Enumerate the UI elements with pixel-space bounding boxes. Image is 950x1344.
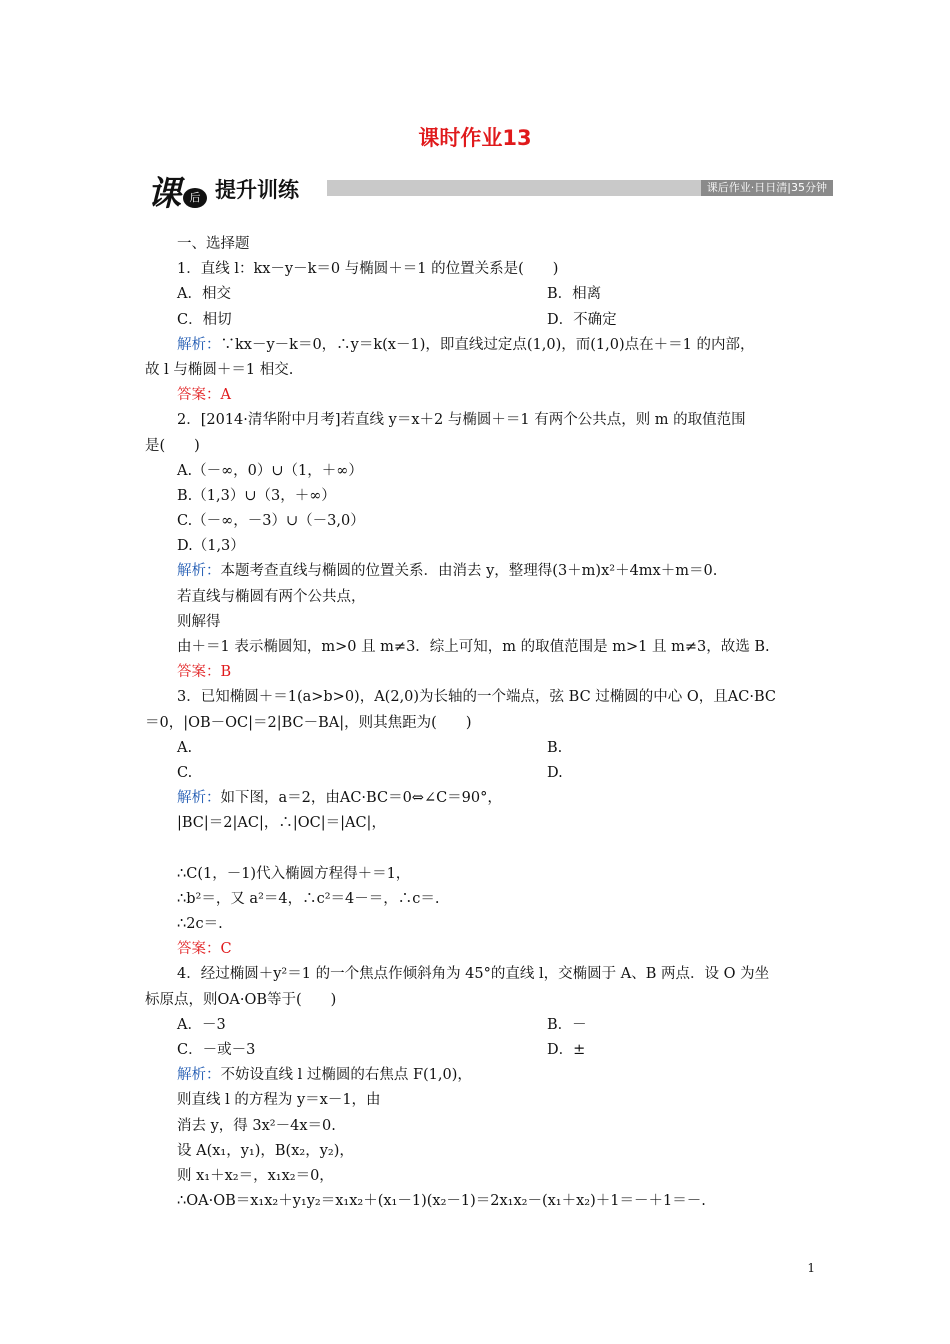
section-banner xyxy=(145,168,835,212)
q4-option-d: D．± xyxy=(547,1042,586,1058)
q1-option-b: B．相离 xyxy=(547,286,602,303)
q3-stem-line2: ＝0，|OB－OC|＝2|BC－BA|，则其焦距为( ) xyxy=(145,714,472,731)
q4-solution-line2: 则直线 l 的方程为 y＝x－1，由 xyxy=(177,1092,381,1109)
q2-solution-line3: 则解得 xyxy=(177,613,221,630)
q1-answer: 答案：A xyxy=(177,387,231,404)
q4-options-row2 xyxy=(145,1038,835,1063)
banner-logo-badge: 后 xyxy=(183,188,207,208)
q3-options-row1 xyxy=(145,736,835,761)
q3-solution-line5: ∴2c＝. xyxy=(177,916,223,933)
q4-option-b: B．－ xyxy=(547,1016,587,1033)
q4-solution-text: 不妨设直线 l 过椭圆的右焦点 F(1,0)， xyxy=(220,1067,472,1084)
q3-solution-line3: ∴C(1，－1)代入椭圆方程得＋＝1， xyxy=(177,865,411,882)
q3-figure-gap xyxy=(145,837,835,862)
banner-bar xyxy=(327,180,833,196)
q1-option-d: D．不确定 xyxy=(547,311,617,328)
page-number: 1 xyxy=(807,1261,815,1275)
q3-solution-label: 解析： xyxy=(177,790,221,807)
banner-tagline: 课后作业·日日清|35分钟 xyxy=(701,180,833,196)
q3-option-a: A. xyxy=(177,739,193,756)
q2-solution-label: 解析： xyxy=(177,563,221,580)
page-title: 课时作业13 xyxy=(418,126,532,150)
q4-option-c: C．－或－3 xyxy=(177,1042,256,1058)
q4-options-row1 xyxy=(145,1013,835,1038)
q2-solution-text: 本题考查直线与椭圆的位置关系．由消去 y，整理得(3＋m)x²＋4mx＋m＝0. xyxy=(220,563,718,580)
q2-stem-line1: 2．[2014·清华附中月考]若直线 y＝x＋2 与椭圆＋＝1 有两个公共点，则 m 的取值范围 xyxy=(177,412,746,429)
q3-option-c: C. xyxy=(177,764,193,781)
q4-solution-line4: 设 A(x₁，y₁)，B(x₂，y₂)， xyxy=(177,1142,354,1159)
q2-option-a: A.（－∞，0）∪（1，＋∞） xyxy=(177,462,363,479)
q4-solution-line5: 则 x₁＋x₂＝，x₁x₂＝0， xyxy=(177,1167,334,1184)
section-heading: 一、选择题 xyxy=(177,236,250,252)
q4-stem-line1: 4．经过椭圆＋y²＝1 的一个焦点作倾斜角为 45°的直线 l，交椭圆于 A、B 两点．设 O 为坐 xyxy=(177,966,770,983)
q3-options-row2 xyxy=(145,761,835,786)
q2-solution-line2: 若直线与椭圆有两个公共点， xyxy=(177,588,366,605)
q2-option-d: D.（1,3） xyxy=(177,538,245,555)
q1-solution-text: ∵kx－y－k＝0，∴y＝k(x－1)，即直线过定点(1,0)，而(1,0)点在＋＝1 的内部， xyxy=(220,336,755,353)
q3-option-b: B. xyxy=(547,739,563,756)
q2-solution-line4: 由＋＝1 表示椭圆知，m>0 且 m≠3．综上可知，m 的取值范围是 m>1 且 m≠3，故选 B. xyxy=(177,639,770,655)
q4-solution-label: 解析： xyxy=(177,1067,221,1084)
q1-options-row2 xyxy=(145,308,835,333)
q4-solution-line3: 消去 y，得 3x²－4x＝0. xyxy=(177,1117,336,1134)
q2-option-b: B.（1,3）∪（3，＋∞） xyxy=(177,487,336,504)
q2-option-c: C.（－∞，－3）∪（－3,0） xyxy=(177,513,365,530)
banner-logo-character: 课 xyxy=(147,174,181,214)
q1-solution-line1 xyxy=(145,333,835,358)
q1-stem: 1．直线 l：kx－y－k＝0 与椭圆＋＝1 的位置关系是( ) xyxy=(177,261,559,278)
q3-stem-line1: 3．已知椭圆＋＝1(a>b>0)，A(2,0)为长轴的一个端点，弦 BC 过椭圆的中心 O，且AC·BC xyxy=(177,689,776,706)
q4-solution-line6: ∴OA·OB＝x₁x₂＋y₁y₂＝x₁x₂＋(x₁－1)(x₂－1)＝2x₁x₂－(x₁＋x₂)＋1＝－＋1＝－. xyxy=(177,1193,706,1210)
q1-option-c: C．相切 xyxy=(177,311,232,328)
q3-solution-line2: |BC|＝2|AC|，∴|OC|＝|AC|， xyxy=(177,815,386,832)
q2-answer: 答案：B xyxy=(177,664,232,681)
q3-solution-line4: ∴b²＝，又 a²＝4，∴c²＝4－＝，∴c＝. xyxy=(177,890,440,907)
q4-solution-line1 xyxy=(145,1063,835,1088)
q1-option-a: A．相交 xyxy=(177,286,231,303)
q2-solution-line1 xyxy=(145,559,835,584)
q2-stem-line2: 是( ) xyxy=(145,437,200,454)
q4-option-a: A．－3 xyxy=(177,1016,226,1033)
q1-solution-line2: 故 l 与椭圆＋＝1 相交. xyxy=(145,361,294,378)
q3-option-d: D. xyxy=(547,764,563,781)
banner-heading: 提升训练 xyxy=(215,178,299,202)
q4-stem-line2: 标原点，则OA·OB等于( ) xyxy=(145,991,337,1008)
q3-answer: 答案：C xyxy=(177,941,232,958)
q1-options-row1 xyxy=(145,282,835,307)
q1-solution-label: 解析： xyxy=(177,336,221,353)
q3-solution-line1 xyxy=(145,786,835,811)
q3-solution-text: 如下图，a＝2，由AC·BC＝0⇔∠C＝90°， xyxy=(220,790,502,807)
document-body xyxy=(145,232,835,1214)
